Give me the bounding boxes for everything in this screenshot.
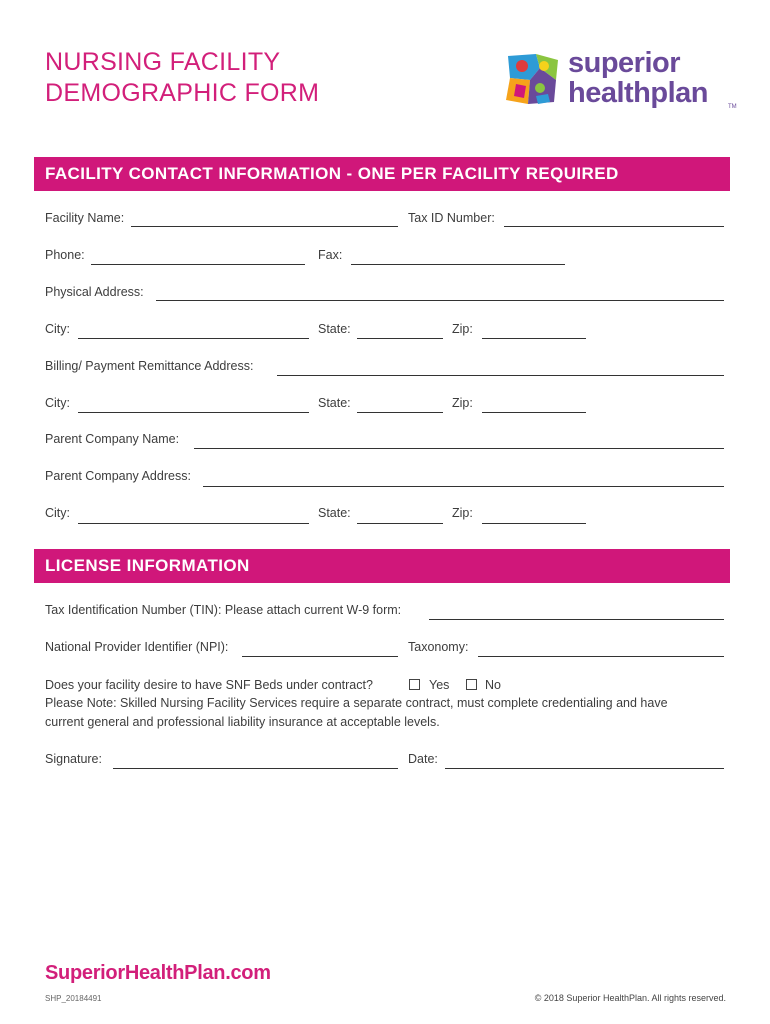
state-label: State:: [318, 322, 351, 336]
title-line-1: NURSING FACILITY: [45, 48, 281, 76]
tin-label: Tax Identification Number (TIN): Please attach current W-9 form:: [45, 603, 402, 617]
npi-field[interactable]: [242, 656, 398, 657]
billing-zip-field[interactable]: [482, 412, 586, 413]
parent-company-name-label: Parent Company Name:: [45, 432, 180, 446]
phone-field[interactable]: [91, 264, 305, 265]
logo-trademark: TM: [728, 104, 737, 110]
npi-label: National Provider Identifier (NPI):: [45, 640, 229, 654]
billing-zip-label: Zip:: [452, 396, 473, 410]
physical-address-label: Physical Address:: [45, 285, 144, 299]
fax-field[interactable]: [351, 264, 565, 265]
snf-question-label: Does your facility desire to have SNF Beds under contract?: [45, 678, 373, 692]
taxonomy-field[interactable]: [478, 656, 724, 657]
billing-city-label: City:: [45, 396, 70, 410]
note-line-1: Please Note: Skilled Nursing Facility Services require a separate contract, must complete credentialing and have: [45, 696, 668, 710]
yes-checkbox[interactable]: [409, 679, 420, 690]
billing-state-label: State:: [318, 396, 351, 410]
yes-label: Yes: [429, 678, 450, 692]
parent-state-field[interactable]: [357, 523, 443, 524]
parent-city-label: City:: [45, 506, 70, 520]
billing-address-label: Billing/ Payment Remittance Address:: [45, 359, 254, 373]
city-label: City:: [45, 322, 70, 336]
date-field[interactable]: [445, 768, 724, 769]
parent-city-field[interactable]: [78, 523, 309, 524]
footer-copyright: © 2018 Superior HealthPlan. All rights reserved.: [534, 993, 726, 1003]
no-checkbox[interactable]: [466, 679, 477, 690]
page-title: [45, 47, 319, 109]
family-mosaic-icon: [500, 50, 564, 114]
date-label: Date:: [408, 752, 438, 766]
parent-company-name-field[interactable]: [194, 448, 724, 449]
logo-line-1: superior: [568, 47, 681, 79]
parent-company-address-field[interactable]: [203, 486, 724, 487]
state-field[interactable]: [357, 338, 443, 339]
facility-name-field[interactable]: [131, 226, 398, 227]
no-label: No: [485, 678, 501, 692]
logo-line-2: healthplan: [568, 77, 709, 109]
logo-wordmark: [568, 48, 708, 108]
parent-state-label: State:: [318, 506, 351, 520]
tax-id-label: Tax ID Number:: [408, 211, 495, 225]
zip-field[interactable]: [482, 338, 586, 339]
city-field[interactable]: [78, 338, 309, 339]
superior-healthplan-logo: [500, 48, 740, 120]
signature-field[interactable]: [113, 768, 398, 769]
tax-id-field[interactable]: [504, 226, 724, 227]
fax-label: Fax:: [318, 248, 343, 262]
section-heading-contact: FACILITY CONTACT INFORMATION - ONE PER FACILITY REQUIRED: [34, 157, 730, 191]
taxonomy-label: Taxonomy:: [408, 640, 469, 654]
billing-state-field[interactable]: [357, 412, 443, 413]
zip-label: Zip:: [452, 322, 473, 336]
section-heading-license: LICENSE INFORMATION: [34, 549, 730, 583]
signature-label: Signature:: [45, 752, 102, 766]
billing-city-field[interactable]: [78, 412, 309, 413]
title-line-2: DEMOGRAPHIC FORM: [45, 79, 320, 107]
phone-label: Phone:: [45, 248, 85, 262]
footer-website-link[interactable]: SuperiorHealthPlan.com: [45, 962, 271, 984]
parent-company-address-label: Parent Company Address:: [45, 469, 191, 483]
note-line-2: current general and professional liability insurance at acceptable levels.: [45, 715, 440, 729]
facility-name-label: Facility Name:: [45, 211, 125, 225]
footer-document-code: SHP_20184491: [45, 994, 102, 1003]
physical-address-field[interactable]: [156, 300, 724, 301]
parent-zip-field[interactable]: [482, 523, 586, 524]
parent-zip-label: Zip:: [452, 506, 473, 520]
tin-field[interactable]: [429, 619, 724, 620]
billing-address-field[interactable]: [277, 375, 724, 376]
